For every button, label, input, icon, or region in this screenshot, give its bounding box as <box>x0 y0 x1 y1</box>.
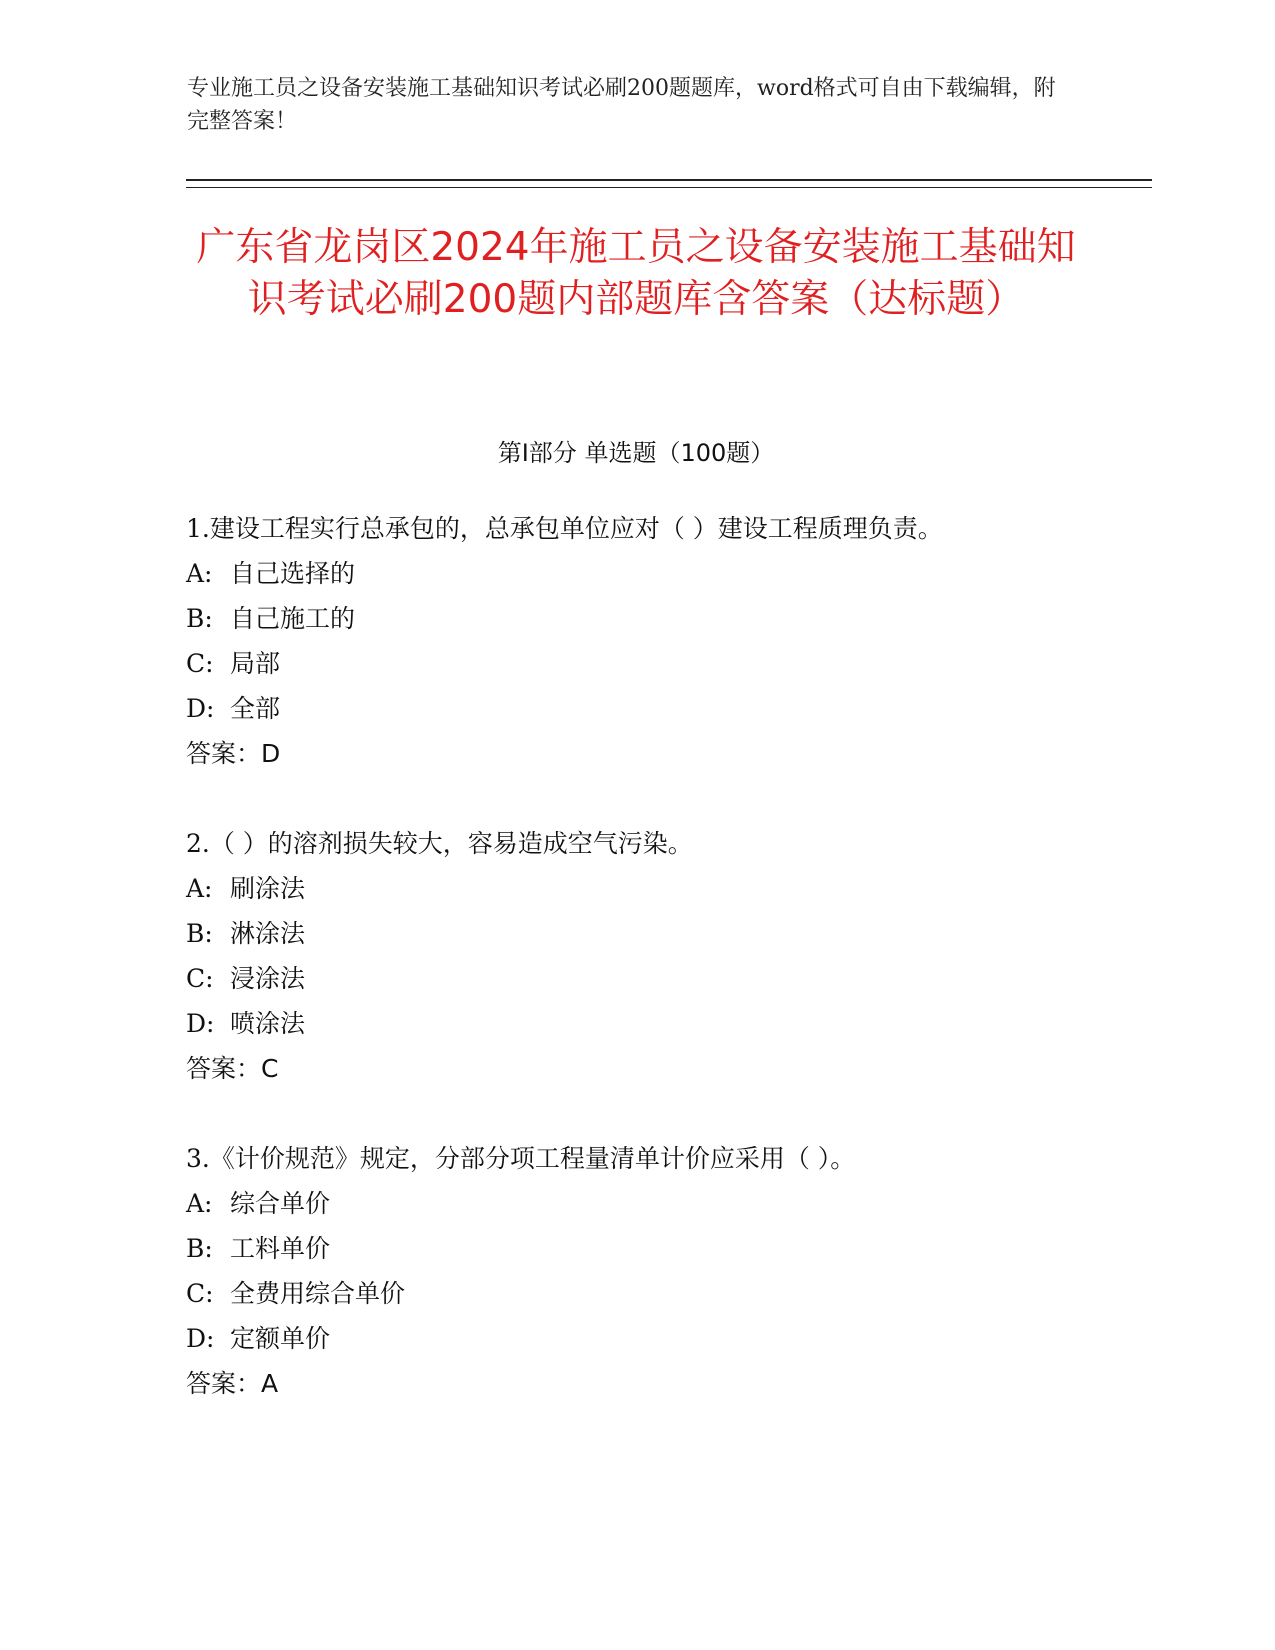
section-heading: 第Ⅰ部分 单选题（100题） <box>497 439 775 467</box>
document-title: 广东省龙岗区2024年施工员之设备安装施工基础知识考试必刷200题内部题库含答案（达标题） <box>196 225 1076 322</box>
option-b <box>186 911 1146 956</box>
option-text: 全部 <box>230 694 281 723</box>
answer: 答案：C <box>186 1054 279 1083</box>
option-text: 全费用综合单价 <box>230 1279 406 1308</box>
option-text: 工料单价 <box>230 1234 331 1263</box>
option-a <box>186 1181 1146 1226</box>
option-c <box>186 956 1146 1001</box>
option-text: 局部 <box>230 649 281 678</box>
answer: 答案：D <box>186 739 281 768</box>
option-letter: C: <box>186 649 214 678</box>
option-a <box>186 551 1146 596</box>
question-3 <box>186 1136 1146 1406</box>
option-letter: A: <box>186 874 213 903</box>
option-letter: C: <box>186 964 214 993</box>
option-letter: D: <box>186 694 215 723</box>
option-b <box>186 1226 1146 1271</box>
option-text: 自己施工的 <box>230 604 356 633</box>
option-text: 淋涂法 <box>230 919 306 948</box>
question-2 <box>186 821 1146 1091</box>
question-1 <box>186 506 1146 776</box>
option-letter: A: <box>186 1189 213 1218</box>
option-letter: B: <box>186 604 213 633</box>
question-stem: 3.《计价规范》规定，分部分项工程量清单计价应采用（ ）。 <box>186 1144 856 1173</box>
option-letter: B: <box>186 1234 213 1263</box>
header-note: 专业施工员之设备安装施工基础知识考试必刷200题题库，word格式可自由下载编辑，附完整答案！ <box>187 76 1056 134</box>
option-text: 自己选择的 <box>230 559 356 588</box>
option-letter: D: <box>186 1324 215 1353</box>
question-stem: 1.建设工程实行总承包的，总承包单位应对（ ）建设工程质理负责。 <box>186 514 943 543</box>
option-letter: A: <box>186 559 213 588</box>
answer: 答案：A <box>186 1369 279 1398</box>
option-a <box>186 866 1146 911</box>
option-d <box>186 1001 1146 1046</box>
option-text: 刷涂法 <box>230 874 306 903</box>
option-d <box>186 1316 1146 1361</box>
option-text: 定额单价 <box>230 1324 331 1353</box>
option-c <box>186 1271 1146 1316</box>
option-letter: B: <box>186 919 213 948</box>
question-stem: 2.（ ）的溶剂损失较大，容易造成空气污染。 <box>186 829 693 858</box>
option-c <box>186 641 1146 686</box>
option-letter: D: <box>186 1009 215 1038</box>
option-d <box>186 686 1146 731</box>
option-letter: C: <box>186 1279 214 1308</box>
option-b <box>186 596 1146 641</box>
option-text: 浸涂法 <box>230 964 306 993</box>
option-text: 喷涂法 <box>230 1009 306 1038</box>
header-divider <box>186 179 1152 188</box>
option-text: 综合单价 <box>230 1189 331 1218</box>
